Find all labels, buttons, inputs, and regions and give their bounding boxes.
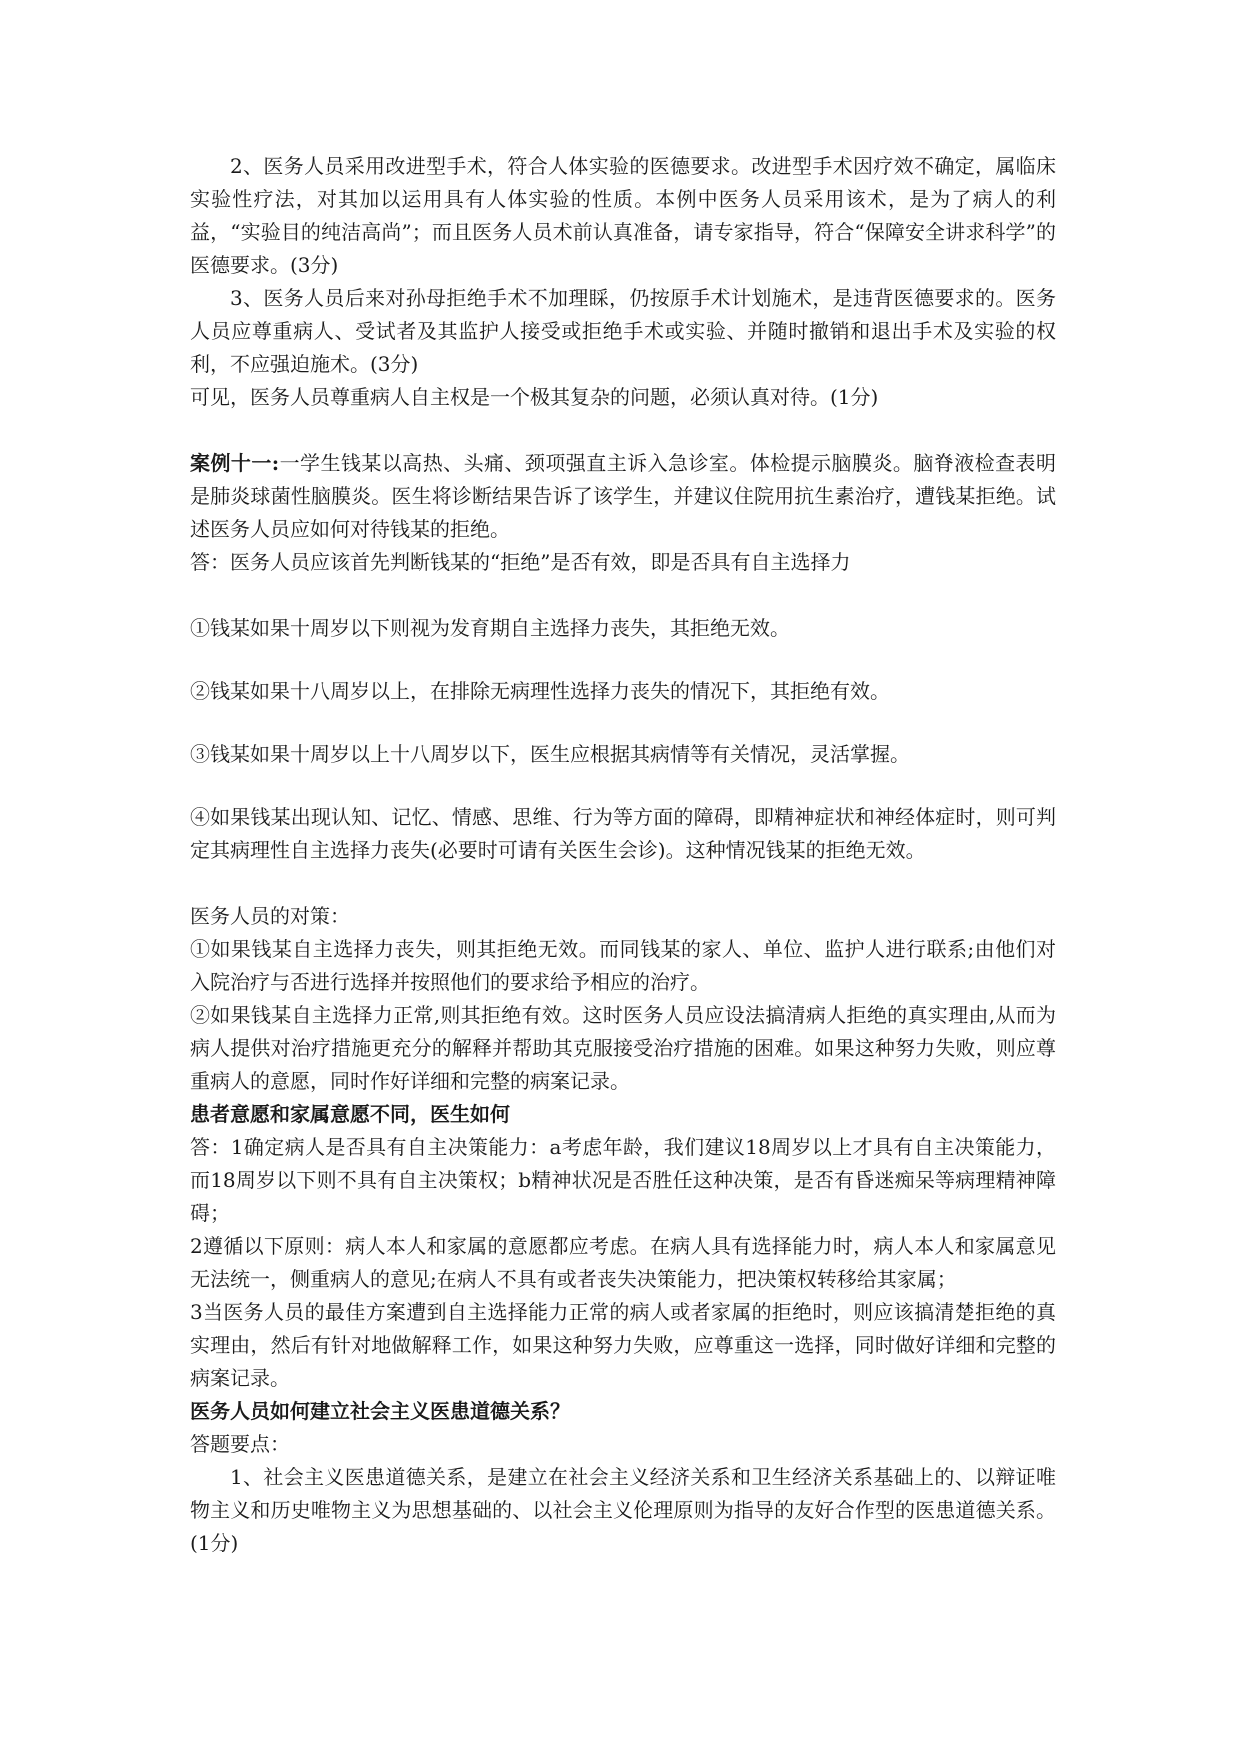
question-2-title: 患者意愿和家属意愿不同，医生如何 xyxy=(190,1102,510,1126)
paragraph-conclusion: 可见，医务人员尊重病人自主权是一个极其复杂的问题，必须认真对待。(1分) xyxy=(190,385,879,409)
criterion-2: ②钱某如果十八周岁以上，在排除无病理性选择力丧失的情况下，其拒绝有效。 xyxy=(190,679,890,703)
case-11-paragraph xyxy=(190,447,1056,546)
question-3-title: 医务人员如何建立社会主义医患道德关系？ xyxy=(190,1399,570,1423)
strategy-title: 医务人员的对策： xyxy=(190,904,350,928)
answer-intro: 答：医务人员应该首先判断钱某的“拒绝”是否有效，即是否具有自主选择力 xyxy=(190,550,851,574)
criterion-3: ③钱某如果十周岁以上十八周岁以下，医生应根据其病情等有关情况，灵活掌握。 xyxy=(190,742,910,766)
question-3-points-label: 答题要点： xyxy=(190,1432,290,1456)
criterion-1: ①钱某如果十周岁以下则视为发育期自主选择力丧失，其拒绝无效。 xyxy=(190,616,790,640)
paragraph-point-3: 3、医务人员后来对孙母拒绝手术不加理睬，仍按原手术计划施术，是违背医德要求的。医务人员应尊重病人、受试者及其监护人接受或拒绝手术或实验、并随时撤销和退出手术及实验的权利，不应强迫施术。(3分) xyxy=(190,286,1056,376)
question-2-answer-1: 答：1确定病人是否具有自主决策能力：a考虑年龄，我们建议18周岁以上才具有自主决策能力，而18周岁以下则不具有自主决策权；b精神状况是否胜任这种决策，是否有昏迷痴呆等病理精神障碍； xyxy=(190,1135,1056,1225)
strategy-2: ②如果钱某自主选择力正常,则其拒绝有效。这时医务人员应设法搞清病人拒绝的真实理由,从而为病人提供对治疗措施更充分的解释并帮助其克服接受治疗措施的困难。如果这种努力失败，则应尊重病人的意愿，同时作好详细和完整的病案记录。 xyxy=(190,1003,1056,1093)
question-3-point-1: 1、社会主义医患道德关系，是建立在社会主义经济关系和卫生经济关系基础上的、以辩证唯物主义和历史唯物主义为思想基础的、以社会主义伦理原则为指导的友好合作型的医患道德关系。(1分) xyxy=(190,1465,1056,1555)
document-page xyxy=(190,150,1056,1560)
case-body: 一学生钱某以高热、头痛、颈项强直主诉入急诊室。体检提示脑膜炎。脑脊液检查表明是肺炎球菌性脑膜炎。医生将诊断结果告诉了该学生，并建议住院用抗生素治疗，遭钱某拒绝。试述医务人员应如何对待钱某的拒绝。 xyxy=(190,451,1056,541)
criterion-4: ④如果钱某出现认知、记忆、情感、思维、行为等方面的障碍，即精神症状和神经体症时，则可判定其病理性自主选择力丧失(必要时可请有关医生会诊)。这种情况钱某的拒绝无效。 xyxy=(190,805,1056,862)
strategy-1: ①如果钱某自主选择力丧失，则其拒绝无效。而同钱某的家人、单位、监护人进行联系;由他们对入院治疗与否进行选择并按照他们的要求给予相应的治疗。 xyxy=(190,937,1056,994)
question-2-answer-3: 3当医务人员的最佳方案遭到自主选择能力正常的病人或者家属的拒绝时，则应该搞清楚拒绝的真实理由，然后有针对地做解释工作，如果这种努力失败，应尊重这一选择，同时做好详细和完整的病案记录。 xyxy=(190,1300,1056,1390)
paragraph-point-2: 2、医务人员采用改进型手术，符合人体实验的医德要求。改进型手术因疗效不确定，属临床实验性疗法，对其加以运用具有人体实验的性质。本例中医务人员采用该术，是为了病人的利益，“实验目的纯洁高尚”；而且医务人员术前认真准备，请专家指导，符合“保障安全讲求科学”的医德要求。(3分) xyxy=(190,154,1056,277)
question-2-answer-2: 2遵循以下原则：病人本人和家属的意愿都应考虑。在病人具有选择能力时，病人本人和家属意见无法统一，侧重病人的意见;在病人不具有或者丧失决策能力，把决策权转移给其家属； xyxy=(190,1234,1056,1291)
case-label: 案例十一: xyxy=(190,451,280,475)
